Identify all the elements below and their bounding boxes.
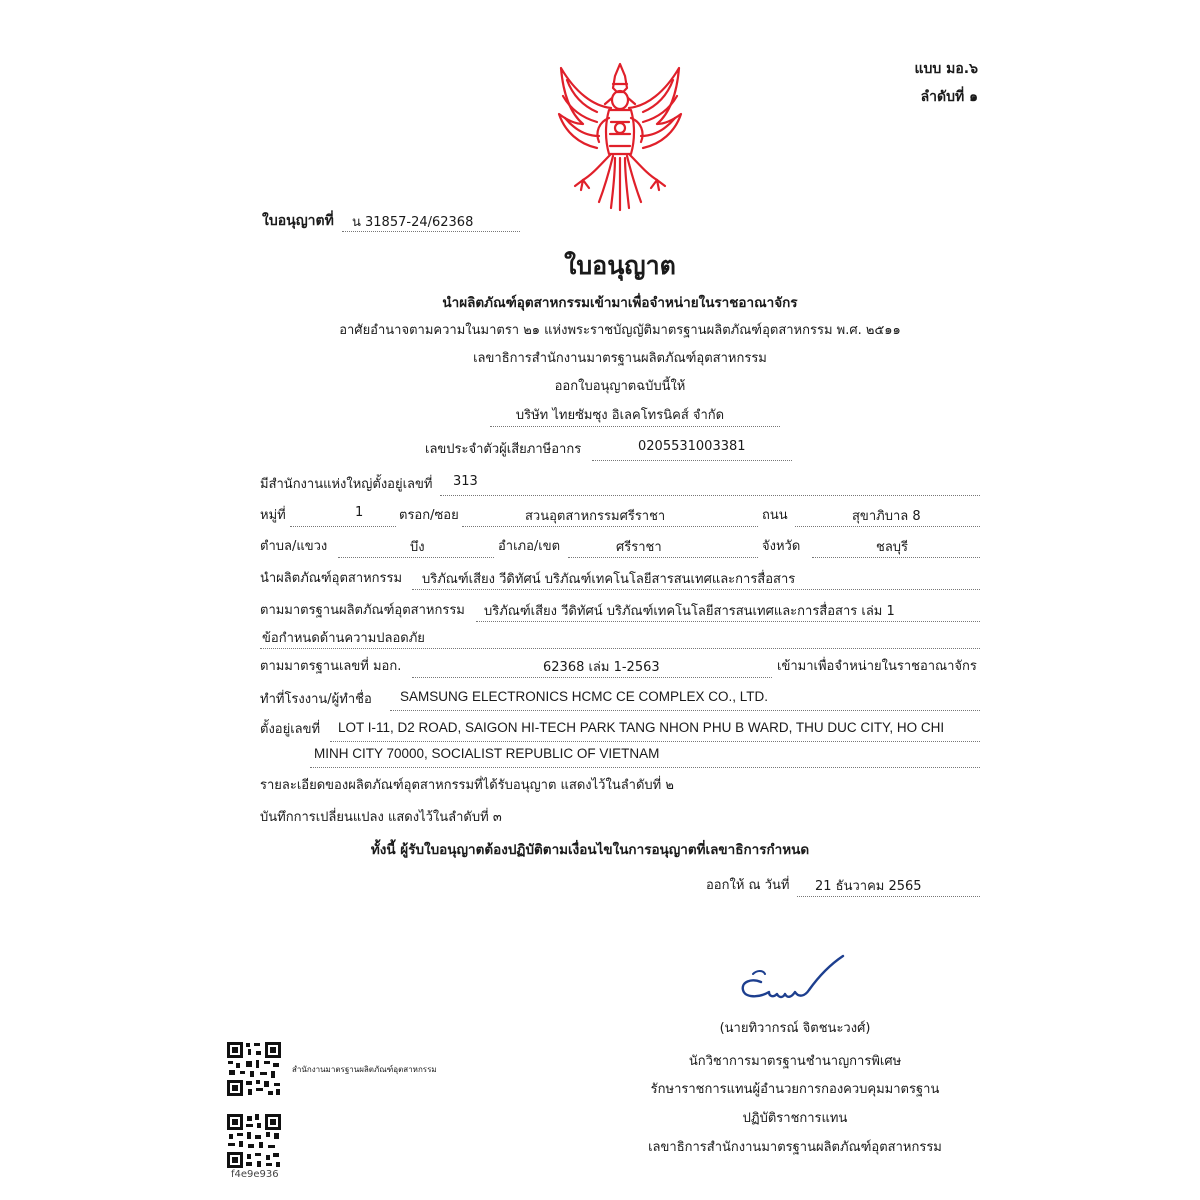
company-line bbox=[490, 426, 780, 427]
details-note: รายละเอียดของผลิตภัณฑ์อุตสาหกรรมที่ได้รับอนุญาต แสดงไว้ในลำดับที่ ๒ bbox=[260, 778, 674, 793]
soi-line bbox=[462, 526, 758, 527]
factory-address-line1-rule bbox=[330, 741, 980, 742]
province-label: จังหวัด bbox=[762, 539, 801, 554]
garuda-emblem-icon bbox=[553, 62, 688, 212]
issue-date-line bbox=[797, 896, 980, 897]
standard-value-line2: ข้อกำหนดด้านความปลอดภัย bbox=[262, 631, 425, 646]
soi-value: สวนอุตสาหกรรมศรีราชา bbox=[525, 509, 666, 524]
hq-line bbox=[440, 495, 980, 496]
tax-id-label: เลขประจำตัวผู้เสียภาษีอากร bbox=[425, 442, 582, 457]
hq-label: มีสำนักงานแห่งใหญ่ตั้งอยู่เลขที่ bbox=[260, 477, 433, 492]
form-code: แบบ มอ.๖ bbox=[914, 61, 978, 77]
road-value: สุขาภิบาล 8 bbox=[852, 509, 921, 524]
tambon-value: บึง bbox=[410, 540, 425, 555]
issue-date: 21 ธันวาคม 2565 bbox=[815, 879, 922, 894]
tis-value: 62368 เล่ม 1-2563 bbox=[543, 660, 660, 675]
document-title: ใบอนุญาต bbox=[564, 251, 676, 280]
standard-line-2 bbox=[260, 648, 980, 649]
road-label: ถนน bbox=[762, 508, 788, 523]
signatory-title-1: นักวิชาการมาตรฐานชำนาญการพิเศษ bbox=[688, 1054, 902, 1069]
province-line bbox=[812, 557, 980, 558]
import-text: เข้ามาเพื่อจำหน่ายในราชอาณาจักร bbox=[777, 659, 977, 674]
signatory-title-4: เลขาธิการสำนักงานมาตรฐานผลิตภัณฑ์อุตสาหกรรม bbox=[648, 1140, 942, 1155]
signature bbox=[735, 952, 850, 1007]
standard-value: บริภัณฑ์เสียง วีดิทัศน์ บริภัณฑ์เทคโนโลยีสารสนเทศและการสื่อสาร เล่ม 1 bbox=[484, 604, 895, 619]
authority-line: อาศัยอำนาจตามความในมาตรา ๒๑ แห่งพระราชบัญญัติมาตรฐานผลิตภัณฑ์อุตสาหกรรม พ.ศ. ๒๕๑๑ bbox=[339, 323, 901, 338]
moo-value: 1 bbox=[355, 505, 364, 520]
qr-caption: สำนักงานมาตรฐานผลิตภัณฑ์อุตสาหกรรม bbox=[292, 1065, 437, 1074]
issue-date-label: ออกให้ ณ วันที่ bbox=[706, 878, 790, 893]
qr-code-icon-2 bbox=[226, 1113, 282, 1169]
company-name: บริษัท ไทยซัมซุง อิเลคโทรนิคส์ จำกัด bbox=[515, 408, 725, 423]
factory-address-line2-rule bbox=[310, 767, 980, 768]
tis-line bbox=[412, 677, 772, 678]
moo-label: หมู่ที่ bbox=[260, 508, 286, 523]
tambon-label: ตำบล/แขวง bbox=[260, 539, 328, 554]
issue-to-line: ออกใบอนุญาตฉบับนี้ให้ bbox=[554, 379, 686, 394]
tambon-line bbox=[338, 557, 494, 558]
form-sequence: ลำดับที่ ๑ bbox=[920, 89, 978, 105]
license-number-label: ใบอนุญาตที่ bbox=[262, 213, 334, 229]
factory-address-label: ตั้งอยู่เลขที่ bbox=[260, 722, 321, 737]
license-number-line bbox=[342, 231, 520, 232]
tax-id-line bbox=[592, 460, 792, 461]
province-value: ชลบุรี bbox=[876, 540, 909, 555]
standard-label: ตามมาตรฐานผลิตภัณฑ์อุตสาหกรรม bbox=[260, 603, 465, 618]
factory-name: SAMSUNG ELECTRONICS HCMC CE COMPLEX CO., LTD. bbox=[400, 689, 769, 704]
signatory-title-3: ปฏิบัติราชการแทน bbox=[742, 1111, 848, 1126]
qr-code-icon bbox=[226, 1041, 282, 1097]
hq-number: 313 bbox=[453, 474, 478, 489]
soi-label: ตรอก/ซอย bbox=[399, 508, 459, 523]
standard-line bbox=[476, 621, 980, 622]
product-value: บริภัณฑ์เสียง วีดิทัศน์ บริภัณฑ์เทคโนโลยีสารสนเทศและการสื่อสาร bbox=[422, 572, 796, 587]
moo-line bbox=[290, 526, 396, 527]
road-line bbox=[795, 526, 980, 527]
condition-note: ทั้งนี้ ผู้รับใบอนุญาตต้องปฏิบัติตามเงื่อนไขในการอนุญาตที่เลขาธิการกำหนด bbox=[370, 842, 810, 858]
factory-address-line1: LOT I-11, D2 ROAD, SAIGON HI-TECH PARK TANG NHON PHU B WARD, THU DUC CITY, HO CHI bbox=[338, 720, 945, 735]
doc-code: f4e9e936 bbox=[231, 1169, 279, 1180]
factory-name-line bbox=[390, 710, 980, 711]
factory-label: ทำที่โรงงาน/ผู้ทำชื่อ bbox=[260, 692, 372, 707]
amphoe-line bbox=[568, 557, 758, 558]
license-number: น 31857-24/62368 bbox=[352, 215, 474, 230]
tax-id-value: 0205531003381 bbox=[638, 439, 746, 454]
product-line bbox=[412, 589, 980, 590]
product-label: นำผลิตภัณฑ์อุตสาหกรรม bbox=[260, 571, 403, 586]
factory-address-line2: MINH CITY 70000, SOCIALIST REPUBLIC OF VIETNAM bbox=[314, 746, 660, 761]
signatory-name: (นายทิวากรณ์ จิตชนะวงศ์) bbox=[719, 1021, 871, 1036]
document-subtitle: นำผลิตภัณฑ์อุตสาหกรรมเข้ามาเพื่อจำหน่ายในราชอาณาจักร bbox=[442, 295, 798, 311]
tis-label: ตามมาตรฐานเลขที่ มอก. bbox=[260, 659, 402, 674]
amphoe-value: ศรีราชา bbox=[616, 540, 662, 555]
amphoe-label: อำเภอ/เขต bbox=[498, 539, 561, 554]
issuer-line: เลขาธิการสำนักงานมาตรฐานผลิตภัณฑ์อุตสาหกรรม bbox=[473, 351, 767, 366]
signatory-title-2: รักษาราชการแทนผู้อำนวยการกองควบคุมมาตรฐาน bbox=[650, 1082, 940, 1097]
changes-note: บันทึกการเปลี่ยนแปลง แสดงไว้ในลำดับที่ ๓ bbox=[260, 810, 502, 825]
